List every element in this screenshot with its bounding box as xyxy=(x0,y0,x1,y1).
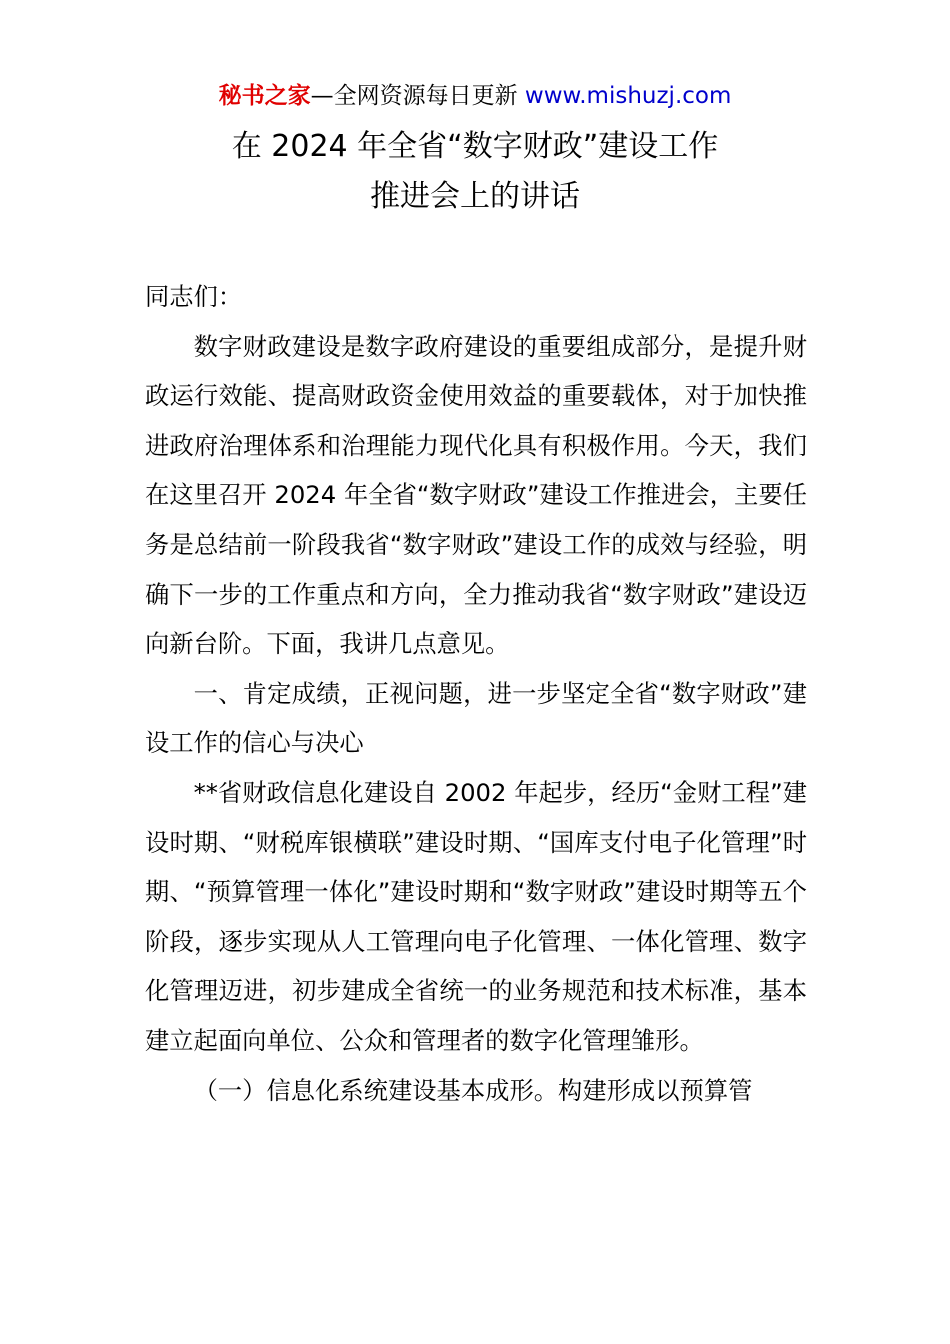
salutation: 同志们： xyxy=(145,282,243,311)
subsection-heading-1: （一）信息化系统建设基本成形。构建形成以预算管 xyxy=(193,1075,753,1105)
document-body xyxy=(145,272,807,1115)
section-heading-1: 一、肯定成绩，正视问题，进一步坚定全省“数字财政”建设工作的信心与决心 xyxy=(145,678,807,758)
banner-slogan: —全网资源每日更新 xyxy=(310,83,525,109)
paragraph-intro: 数字财政建设是数字政府建设的重要组成部分，是提升财政运行效能、提高财政资金使用效益的重要载体，对于加快推进政府治理体系和治理能力现代化具有积极作用。今天，我们在这里召开 2024 年全省“数字财政”建设工作推进会，主要任务是总结前一阶段我省“数字财政”建设工作的成效与经验，明确下一步的工作重点和方向，全力推动我省“数字财政”建设迈向新台阶。下面，我讲几点意见。 xyxy=(145,331,807,659)
banner-url-link[interactable]: www.mishuzj.com xyxy=(524,83,732,109)
paragraph-history: **省财政信息化建设自 2002 年起步，经历“金财工程”建设时期、“财税库银横联”建设时期、“国库支付电子化管理”时期、“预算管理一体化”建设时期和“数字财政”建设时期等五个阶段，逐步实现从人工管理向电子化管理、一体化管理、数字化管理迈进，初步建成全省统一的业务规范和技术标准，基本建立起面向单位、公众和管理者的数字化管理雏形。 xyxy=(145,777,807,1055)
header-banner xyxy=(0,80,950,112)
document-title-line-1: 在 2024 年全省“数字财政”建设工作 xyxy=(231,129,719,164)
banner-brand: 秘书之家 xyxy=(218,83,311,109)
document-title-line-2: 推进会上的讲话 xyxy=(370,179,580,214)
